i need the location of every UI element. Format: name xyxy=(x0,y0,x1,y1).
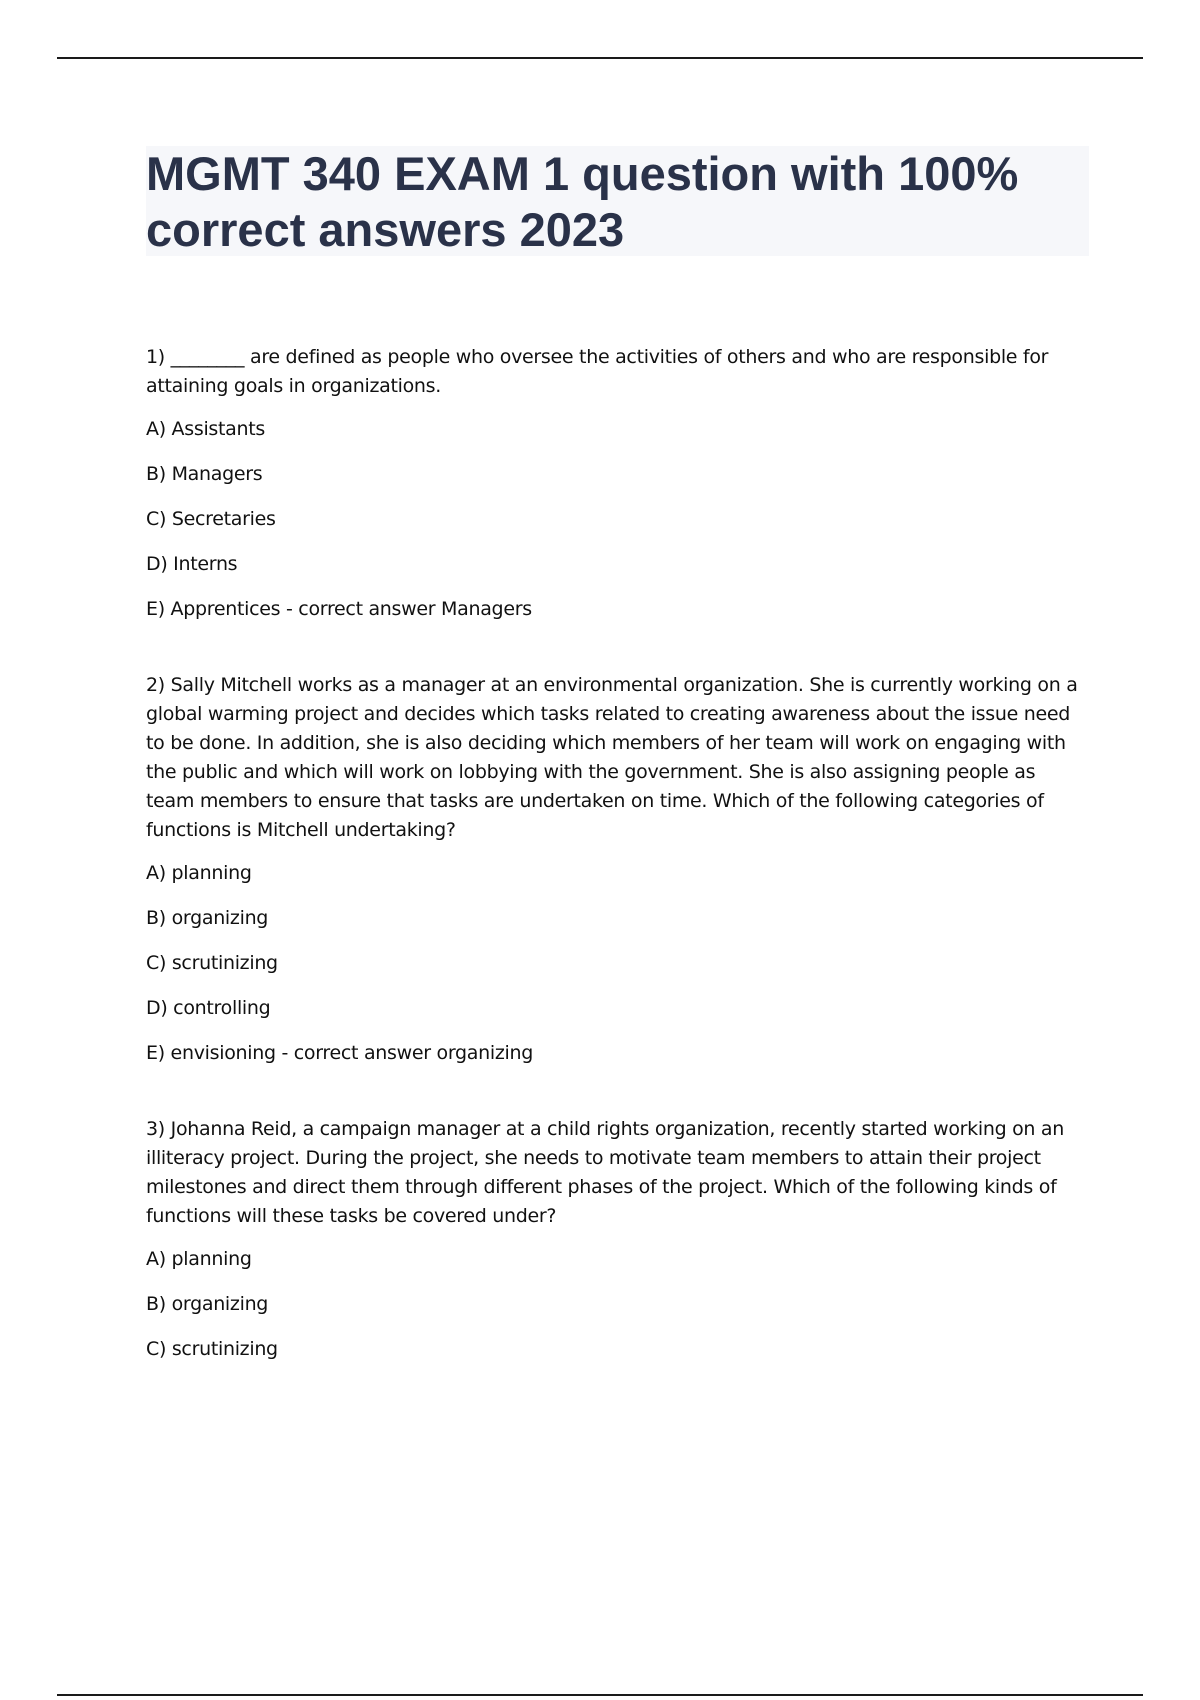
answer-option: D) Interns xyxy=(146,553,238,575)
answer-option: C) scrutinizing xyxy=(146,1338,278,1360)
question-list xyxy=(146,343,1086,1380)
question-3 xyxy=(146,1115,1086,1363)
answer-option: A) Assistants xyxy=(146,418,266,440)
document-title: MGMT 340 EXAM 1 question with 100% correct answers 2023 xyxy=(146,147,1019,256)
title-banner xyxy=(146,146,1089,256)
answer-option: B) organizing xyxy=(146,907,269,929)
answer-option: D) controlling xyxy=(146,997,271,1019)
question-text: 3) Johanna Reid, a campaign manager at a child rights organization, recently started working on an illiteracy project. During the project, she needs to motivate team members to attain their project milestones and direct them through different phases of the project. Which of the following kinds of functions will these tasks be covered under? xyxy=(146,1118,1064,1227)
answer-option: C) Secretaries xyxy=(146,508,276,530)
answer-option: E) Apprentices - correct answer Managers xyxy=(146,598,532,620)
top-rule xyxy=(57,57,1143,59)
answer-option: E) envisioning - correct answer organizing xyxy=(146,1042,533,1064)
answer-option: B) organizing xyxy=(146,1293,269,1315)
question-2 xyxy=(146,671,1086,1067)
question-text: 2) Sally Mitchell works as a manager at an environmental organization. She is currently working on a global warming project and decides which tasks related to creating awareness about the issue need to be done. In addition, she is also deciding which members of her team will work on engaging with the public and which will work on lobbying with the government. She is also assigning people as team members to ensure that tasks are undertaken on time. Which of the following categories of functions is Mitchell undertaking? xyxy=(146,674,1078,841)
bottom-rule xyxy=(57,1694,1143,1696)
answer-option: B) Managers xyxy=(146,463,263,485)
question-text: 1) ________ are defined as people who oversee the activities of others and who are responsible for attaining goals in organizations. xyxy=(146,346,1049,397)
answer-option: A) planning xyxy=(146,862,252,884)
answer-option: C) scrutinizing xyxy=(146,952,278,974)
answer-option: A) planning xyxy=(146,1248,252,1270)
question-1 xyxy=(146,343,1086,623)
